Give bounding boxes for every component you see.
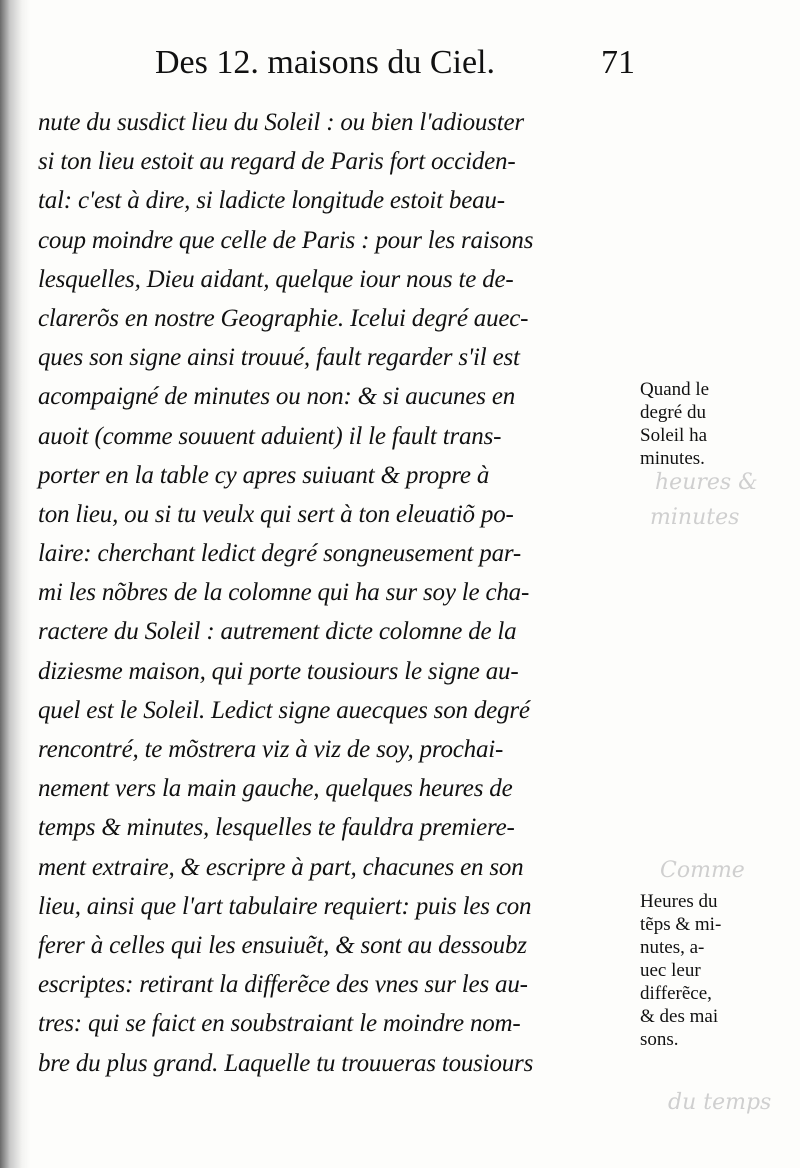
text-line: lesquelles, Dieu aidant, quelque iour nous te de- [38,265,514,293]
text-line: clarerõs en nostre Geographie. Icelui degré auec- [38,304,529,332]
page-gutter-shadow [0,0,30,1168]
page-number: 71 [601,44,635,81]
margin-note-line: uec leur [640,960,701,981]
margin-note-line: sons. [640,1029,679,1050]
text-line: ques son signe ainsi trouué, fault regarder s'il est [38,344,520,372]
margin-note-line: degré du [640,402,706,423]
bleed-through-text: heures & [655,470,758,495]
text-line: auoit (comme souuent aduient) il le fault trans- [38,422,502,450]
text-line: nement vers la main gauche, quelques heures de [38,775,513,803]
text-line: rencontré, te mõstrera viz à viz de soy, prochai- [38,736,504,763]
text-line: tres: qui se faict en soubstraiant le moindre nom- [38,1010,521,1038]
margin-note-line: tẽps & mi- [640,914,722,935]
main-text-column [38,103,633,1083]
running-head [155,44,635,90]
text-line: ton lieu, ou si tu veulx qui sert à ton eleuatiõ po- [38,500,514,528]
margin-note-line: differẽce, [640,983,712,1004]
margin-note-line: Quand le [640,379,710,400]
margin-note-hours [640,890,790,1051]
running-title: Des 12. maisons du Ciel. [155,44,495,81]
margin-note-line: Heures du [640,891,718,912]
text-line: ractere du Soleil : autrement dicte colomne de la [38,618,517,646]
margin-note-line: minutes. [640,448,705,469]
bleed-through-text: Comme [660,858,745,883]
text-line: coup moindre que celle de Paris : pour les raisons [38,226,534,254]
text-line: mi les nõbres de la colomne qui ha sur soy le cha- [38,579,530,607]
text-line: tal: c'est à dire, si ladicte longitude estoit beau- [38,187,505,215]
text-line: escriptes: retirant la differẽce des vnes sur les au- [38,971,528,999]
text-line: laire: cherchant ledict degré songneusement par- [38,540,522,568]
margin-note-line: & des mai [640,1006,719,1027]
text-line: diziesme maison, qui porte tousiours le signe au- [38,657,519,685]
bleed-through-text: minutes [650,505,740,530]
bleed-through-text: du temps [668,1090,772,1115]
margin-note-line: nutes, a- [640,937,705,958]
text-line: ferer à celles qui les ensuiuẽt, & sont au dessoubz [38,931,527,959]
text-line: ment extraire, & escripre à part, chacunes en son [38,853,524,881]
text-line: nute du susdict lieu du Soleil : ou bien l'adiouster [38,109,524,136]
text-line: bre du plus grand. Laquelle tu trouueras tousiours [38,1049,534,1077]
text-line: porter en la table cy apres suiuant & propre à [38,461,490,489]
margin-note-degree [640,378,790,470]
text-line: quel est le Soleil. Ledict signe auecques son degré [38,696,530,724]
text-line: acompaigné de minutes ou non: & si aucunes en [38,383,516,411]
text-line: temps & minutes, lesquelles te fauldra premiere- [38,814,515,842]
text-line: lieu, ainsi que l'art tabulaire requiert: puis les con [38,892,532,920]
text-line: si ton lieu estoit au regard de Paris fort occiden- [38,148,516,176]
margin-note-line: Soleil ha [640,425,708,446]
